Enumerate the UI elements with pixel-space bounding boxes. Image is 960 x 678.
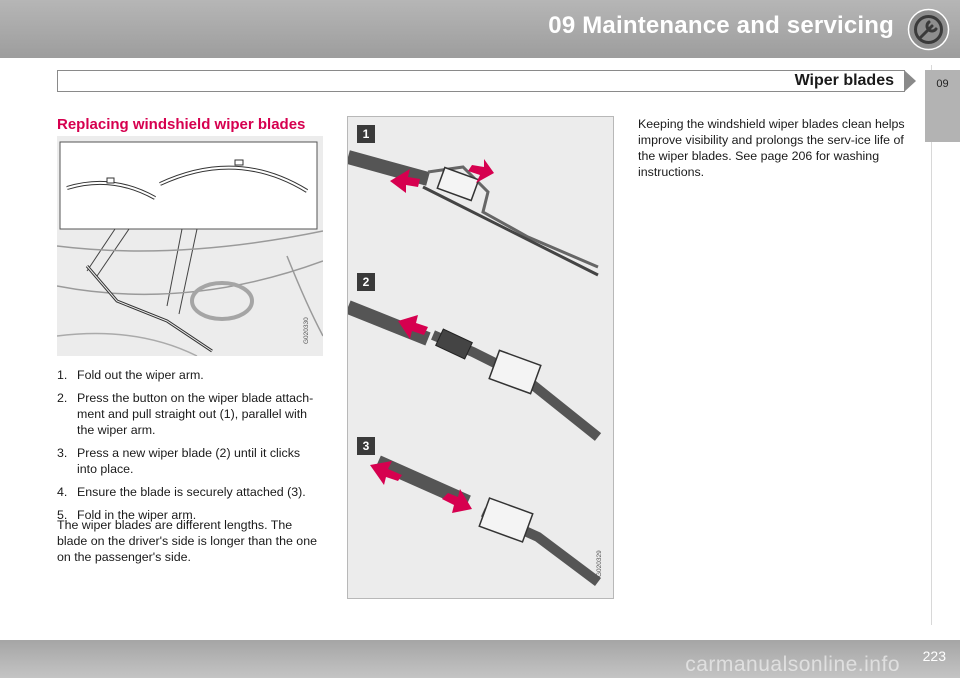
list-item [57, 445, 323, 477]
footer-bar [0, 640, 960, 678]
step-number: 4. [57, 485, 68, 499]
chapter-title: 09 Maintenance and servicing [548, 12, 894, 39]
step-text: Fold out the wiper arm. [77, 368, 204, 382]
list-item [57, 484, 323, 500]
step-text: Press a new wiper blade (2) until it clicks into place. [77, 446, 301, 476]
step-number: 3. [57, 446, 68, 460]
wiper-blade-drawing [348, 117, 613, 598]
step-text: Fold in the wiper arm. [77, 508, 197, 522]
page-number: 223 [922, 648, 946, 664]
windshield-wiper-drawing [57, 136, 323, 356]
step-number: 5. [57, 508, 68, 522]
length-note: The wiper blades are different lengths. The blade on the driver's side is longer than the one on the passenger's side. [57, 518, 317, 564]
step-badge-2: 2 [357, 273, 375, 291]
list-item [57, 367, 323, 383]
step-number: 2. [57, 391, 68, 405]
figure-code: G020330 [303, 317, 310, 344]
instruction-steps [57, 367, 323, 530]
chapter-tab-number: 09 [936, 78, 949, 90]
wrench-icon [907, 8, 950, 51]
windshield-wiper-illustration [57, 136, 323, 356]
step-badge-3: 3 [357, 437, 375, 455]
watermark: carmanualsonline.info [685, 653, 900, 676]
list-item [57, 390, 323, 438]
chapter-tab[interactable] [925, 70, 960, 142]
section-marker [904, 70, 916, 92]
cleaning-text: Keeping the windshield wiper blades clean helps improve visibility and prolongs the serv-ice life of the wiper blades. See page 206 for washing instructions. [638, 117, 905, 179]
step-text: Press the button on the wiper blade attach-ment and pull straight out (1), parallel with the wiper arm. [77, 391, 314, 437]
wiper-blade-steps-illustration [347, 116, 614, 599]
step-number: 1. [57, 368, 68, 382]
header-bar [0, 0, 960, 58]
section-heading: Replacing windshield wiper blades [57, 116, 306, 133]
section-bar [57, 70, 905, 92]
figure-code: G020329 [596, 550, 603, 577]
tab-divider [931, 65, 932, 625]
step-text: Ensure the blade is securely attached (3). [77, 485, 306, 499]
step-badge-1: 1 [357, 125, 375, 143]
section-title: Wiper blades [794, 72, 894, 89]
